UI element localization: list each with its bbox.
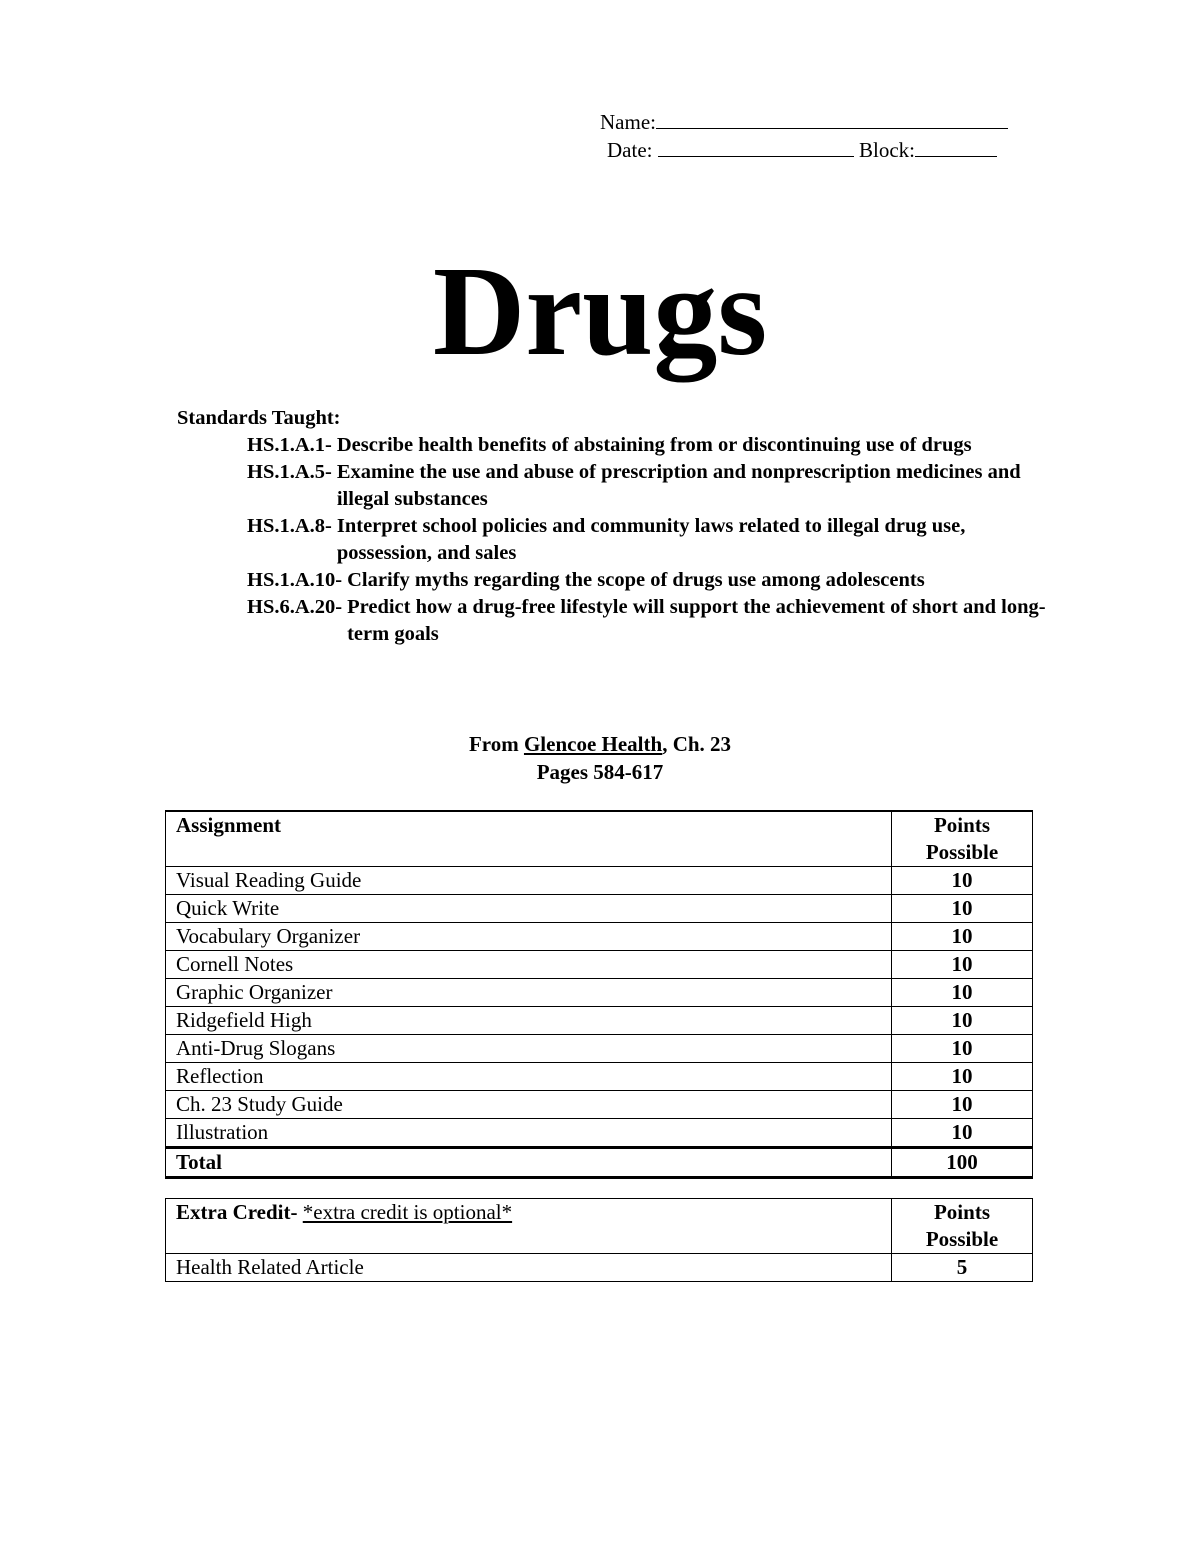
total-row xyxy=(166,1148,1033,1178)
assignment-points: 10 xyxy=(892,951,1033,979)
standard-text: Interpret school policies and community laws related to illegal drug use, possession, and sales xyxy=(336,515,966,564)
points-header-line1: Points xyxy=(933,1200,990,1224)
assignment-name: Ch. 23 Study Guide xyxy=(166,1091,892,1119)
assignment-points: 10 xyxy=(892,1091,1033,1119)
total-points: 100 xyxy=(892,1148,1033,1178)
assignment-name: Anti-Drug Slogans xyxy=(166,1035,892,1063)
extra-credit-label: Extra Credit- xyxy=(176,1200,298,1224)
table-row xyxy=(166,951,1033,979)
block-label: Block: xyxy=(858,138,915,162)
standard-row xyxy=(247,594,1057,648)
assignment-points: 10 xyxy=(892,1007,1033,1035)
table-row xyxy=(166,1119,1033,1148)
assignment-points: 10 xyxy=(892,1035,1033,1063)
table-row xyxy=(166,895,1033,923)
standard-code: HS.1.A.10- xyxy=(247,569,343,591)
assignment-points: 10 xyxy=(892,923,1033,951)
total-label: Total xyxy=(166,1148,892,1178)
standard-code: HS.1.A.1- xyxy=(247,434,332,456)
name-field[interactable] xyxy=(656,110,1008,129)
assignment-name: Visual Reading Guide xyxy=(166,867,892,895)
table-row xyxy=(166,1035,1033,1063)
table-row xyxy=(166,1007,1033,1035)
table-row xyxy=(166,867,1033,895)
assignment-points: 10 xyxy=(892,1119,1033,1148)
points-header xyxy=(892,811,1033,867)
name-row xyxy=(560,108,1030,136)
assignment-points: 10 xyxy=(892,867,1033,895)
table-header-row xyxy=(166,811,1033,867)
standard-code: HS.6.A.20- xyxy=(247,596,343,618)
assignment-name: Graphic Organizer xyxy=(166,979,892,1007)
standard-code: HS.1.A.5- xyxy=(247,461,332,483)
assignment-header: Assignment xyxy=(166,811,892,867)
standard-text: Describe health benefits of abstaining from or discontinuing use of drugs xyxy=(336,434,972,456)
assignment-name: Quick Write xyxy=(166,895,892,923)
assignment-points: 10 xyxy=(892,979,1033,1007)
source-line xyxy=(0,730,1200,758)
table-header-row xyxy=(166,1199,1033,1254)
table-row xyxy=(166,1091,1033,1119)
assignment-name: Reflection xyxy=(166,1063,892,1091)
points-header xyxy=(892,1199,1033,1254)
extra-credit-header xyxy=(166,1199,892,1254)
standard-row xyxy=(247,513,1057,567)
standard-item xyxy=(177,594,1057,648)
standards-section xyxy=(177,405,1057,648)
standard-item xyxy=(177,567,1057,594)
source-prefix: From xyxy=(468,732,519,756)
standards-heading: Standards Taught: xyxy=(177,407,341,429)
assignment-points: 10 xyxy=(892,895,1033,923)
standards-list xyxy=(177,432,1057,648)
source-reference xyxy=(0,730,1200,786)
extra-credit-table xyxy=(165,1198,1033,1282)
assignment-name: Cornell Notes xyxy=(166,951,892,979)
table-row xyxy=(166,1254,1033,1282)
name-label: Name: xyxy=(600,110,656,134)
table-row xyxy=(166,979,1033,1007)
points-header-line2: Possible xyxy=(925,1227,999,1251)
standard-text: Clarify myths regarding the scope of drugs use among adolescents xyxy=(347,569,925,591)
standard-code: HS.1.A.8- xyxy=(247,515,332,537)
table-row xyxy=(166,923,1033,951)
date-block-row xyxy=(560,136,1030,164)
assignment-name: Ridgefield High xyxy=(166,1007,892,1035)
standard-text: Examine the use and abuse of prescription and nonprescription medicines and illegal substances xyxy=(336,461,1021,510)
points-header-line1: Points xyxy=(933,813,990,837)
book-title: Glencoe Health xyxy=(523,732,663,756)
date-label: Date: xyxy=(607,138,653,162)
table-row xyxy=(166,1063,1033,1091)
date-field[interactable] xyxy=(658,138,854,157)
student-info-fields xyxy=(560,108,1030,164)
standard-item xyxy=(177,432,1057,459)
standard-item xyxy=(177,459,1057,513)
assignment-name: Illustration xyxy=(166,1119,892,1148)
standard-text: Predict how a drug-free lifestyle will support the achievement of short and long-term goals xyxy=(347,596,1046,645)
standard-row xyxy=(247,567,1057,594)
standard-row xyxy=(247,432,1057,459)
page-title: Drugs xyxy=(432,240,768,382)
standard-row xyxy=(247,459,1057,513)
assignment-points: 10 xyxy=(892,1063,1033,1091)
chapter-ref: , Ch. 23 xyxy=(662,732,732,756)
assignment-name: Vocabulary Organizer xyxy=(166,923,892,951)
extra-credit-note: *extra credit is optional* xyxy=(302,1200,513,1224)
standard-item xyxy=(177,513,1057,567)
page-range: Pages 584-617 xyxy=(536,760,664,784)
block-field[interactable] xyxy=(915,138,997,157)
extra-credit-item: Health Related Article xyxy=(166,1254,892,1282)
points-header-line2: Possible xyxy=(925,840,999,864)
extra-credit-points: 5 xyxy=(892,1254,1033,1282)
assignments-table xyxy=(165,810,1033,1179)
